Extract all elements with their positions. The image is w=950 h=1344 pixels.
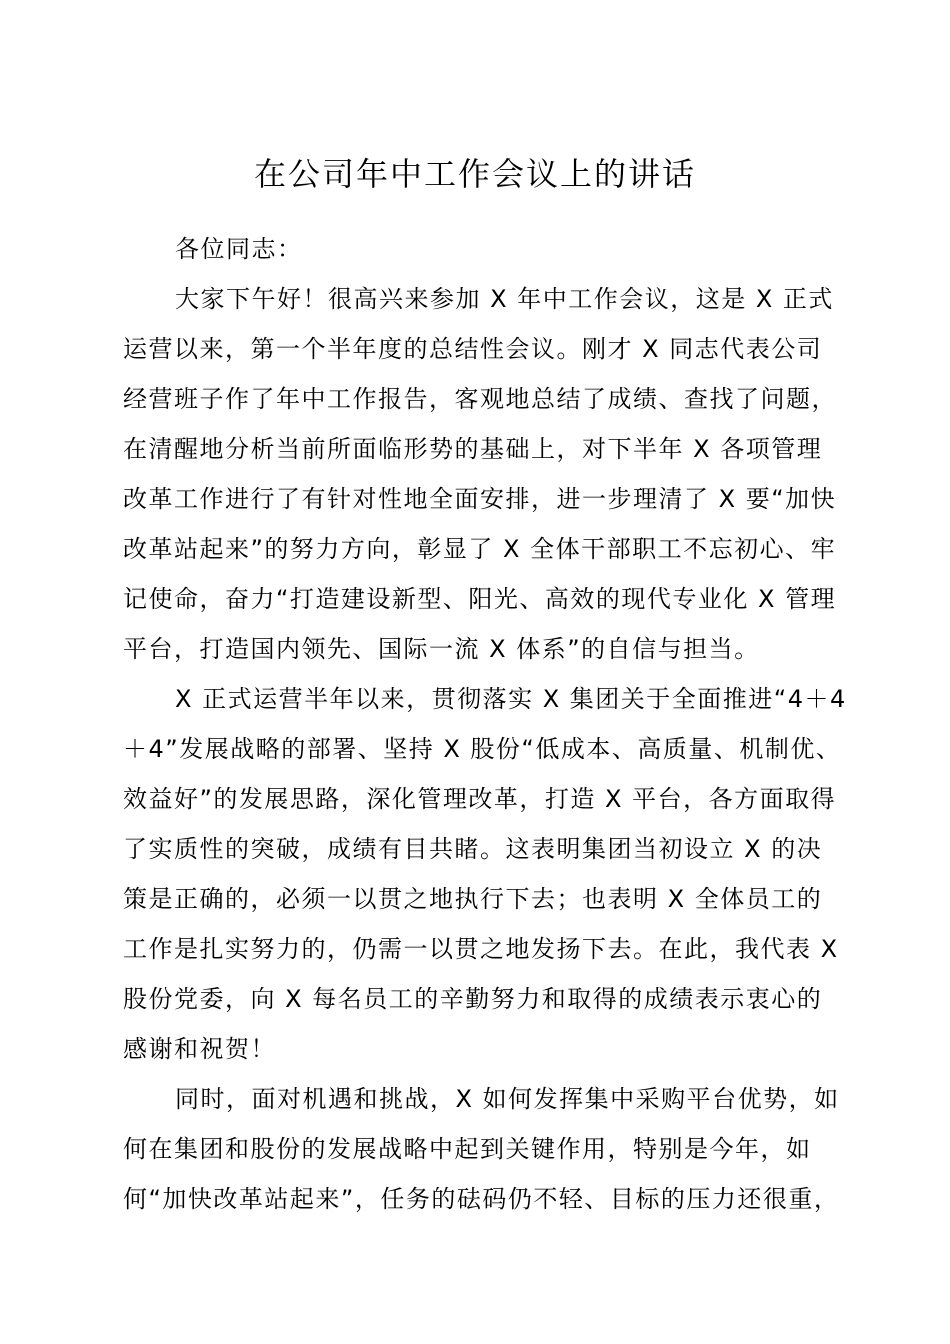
paragraph-3-line-1: 同时，面对机遇和挑战，X 如何发挥集中采购平台优势，如 (175, 1085, 840, 1113)
paragraph-1-line-6: 改革站起来”的努力方向，彰显了 X 全体干部职工不忘初心、牢 (123, 535, 837, 563)
paragraph-1-line-5: 改革工作进行了有针对性地全面安排，进一步理清了 X 要“加快 (123, 485, 837, 513)
paragraph-2-line-8: 感谢和祝贺！ (123, 1035, 276, 1063)
paragraph-2-line-6: 工作是扎实努力的，仍需一以贯之地发扬下去。在此，我代表 X (123, 935, 839, 963)
paragraph-3-line-2: 何在集团和股份的发展战略中起到关键作用，特别是今年，如 (123, 1135, 812, 1163)
paragraph-1-line-7: 记使命，奋力“打造建设新型、阳光、高效的现代专业化 X 管理 (123, 585, 837, 613)
paragraph-2-line-2: ＋4”发展战略的部署、坚持 X 股份“低成本、高质量、机制优、 (123, 735, 842, 763)
paragraph-1-line-4: 在清醒地分析当前所面临形势的基础上，对下半年 X 各项管理 (123, 435, 823, 463)
salutation-line: 各位同志： (175, 235, 303, 263)
paragraph-1-line-1: 大家下午好！很高兴来参加 X 年中工作会议，这是 X 正式 (175, 285, 834, 313)
paragraph-2-line-4: 了实质性的突破，成绩有目共睹。这表明集团当初设立 X 的决 (123, 835, 823, 863)
paragraph-1-line-3: 经营班子作了年中工作报告，客观地总结了成绩、查找了问题， (123, 385, 837, 413)
paragraph-2-line-7: 股份党委，向 X 每名员工的辛勤努力和取得的成绩表示衷心的 (123, 985, 823, 1013)
paragraph-2-line-3: 效益好”的发展思路，深化管理改革，打造 X 平台，各方面取得 (123, 785, 837, 813)
paragraph-2-line-5: 策是正确的，必须一以贯之地执行下去；也表明 X 全体员工的 (123, 885, 823, 913)
document-title: 在公司年中工作会议上的讲话 (253, 155, 696, 193)
paragraph-1-line-8: 平台，打造国内领先、国际一流 X 体系”的自信与担当。 (123, 635, 760, 663)
paragraph-3-line-3: 何“加快改革站起来”，任务的砝码仍不轻、目标的压力还很重， (123, 1185, 840, 1213)
paragraph-1-line-2: 运营以来，第一个半年度的总结性会议。刚才 X 同志代表公司 (123, 335, 823, 363)
paragraph-2-line-1: X 正式运营半年以来，贯彻落实 X 集团关于全面推进“4＋4 (175, 685, 847, 713)
